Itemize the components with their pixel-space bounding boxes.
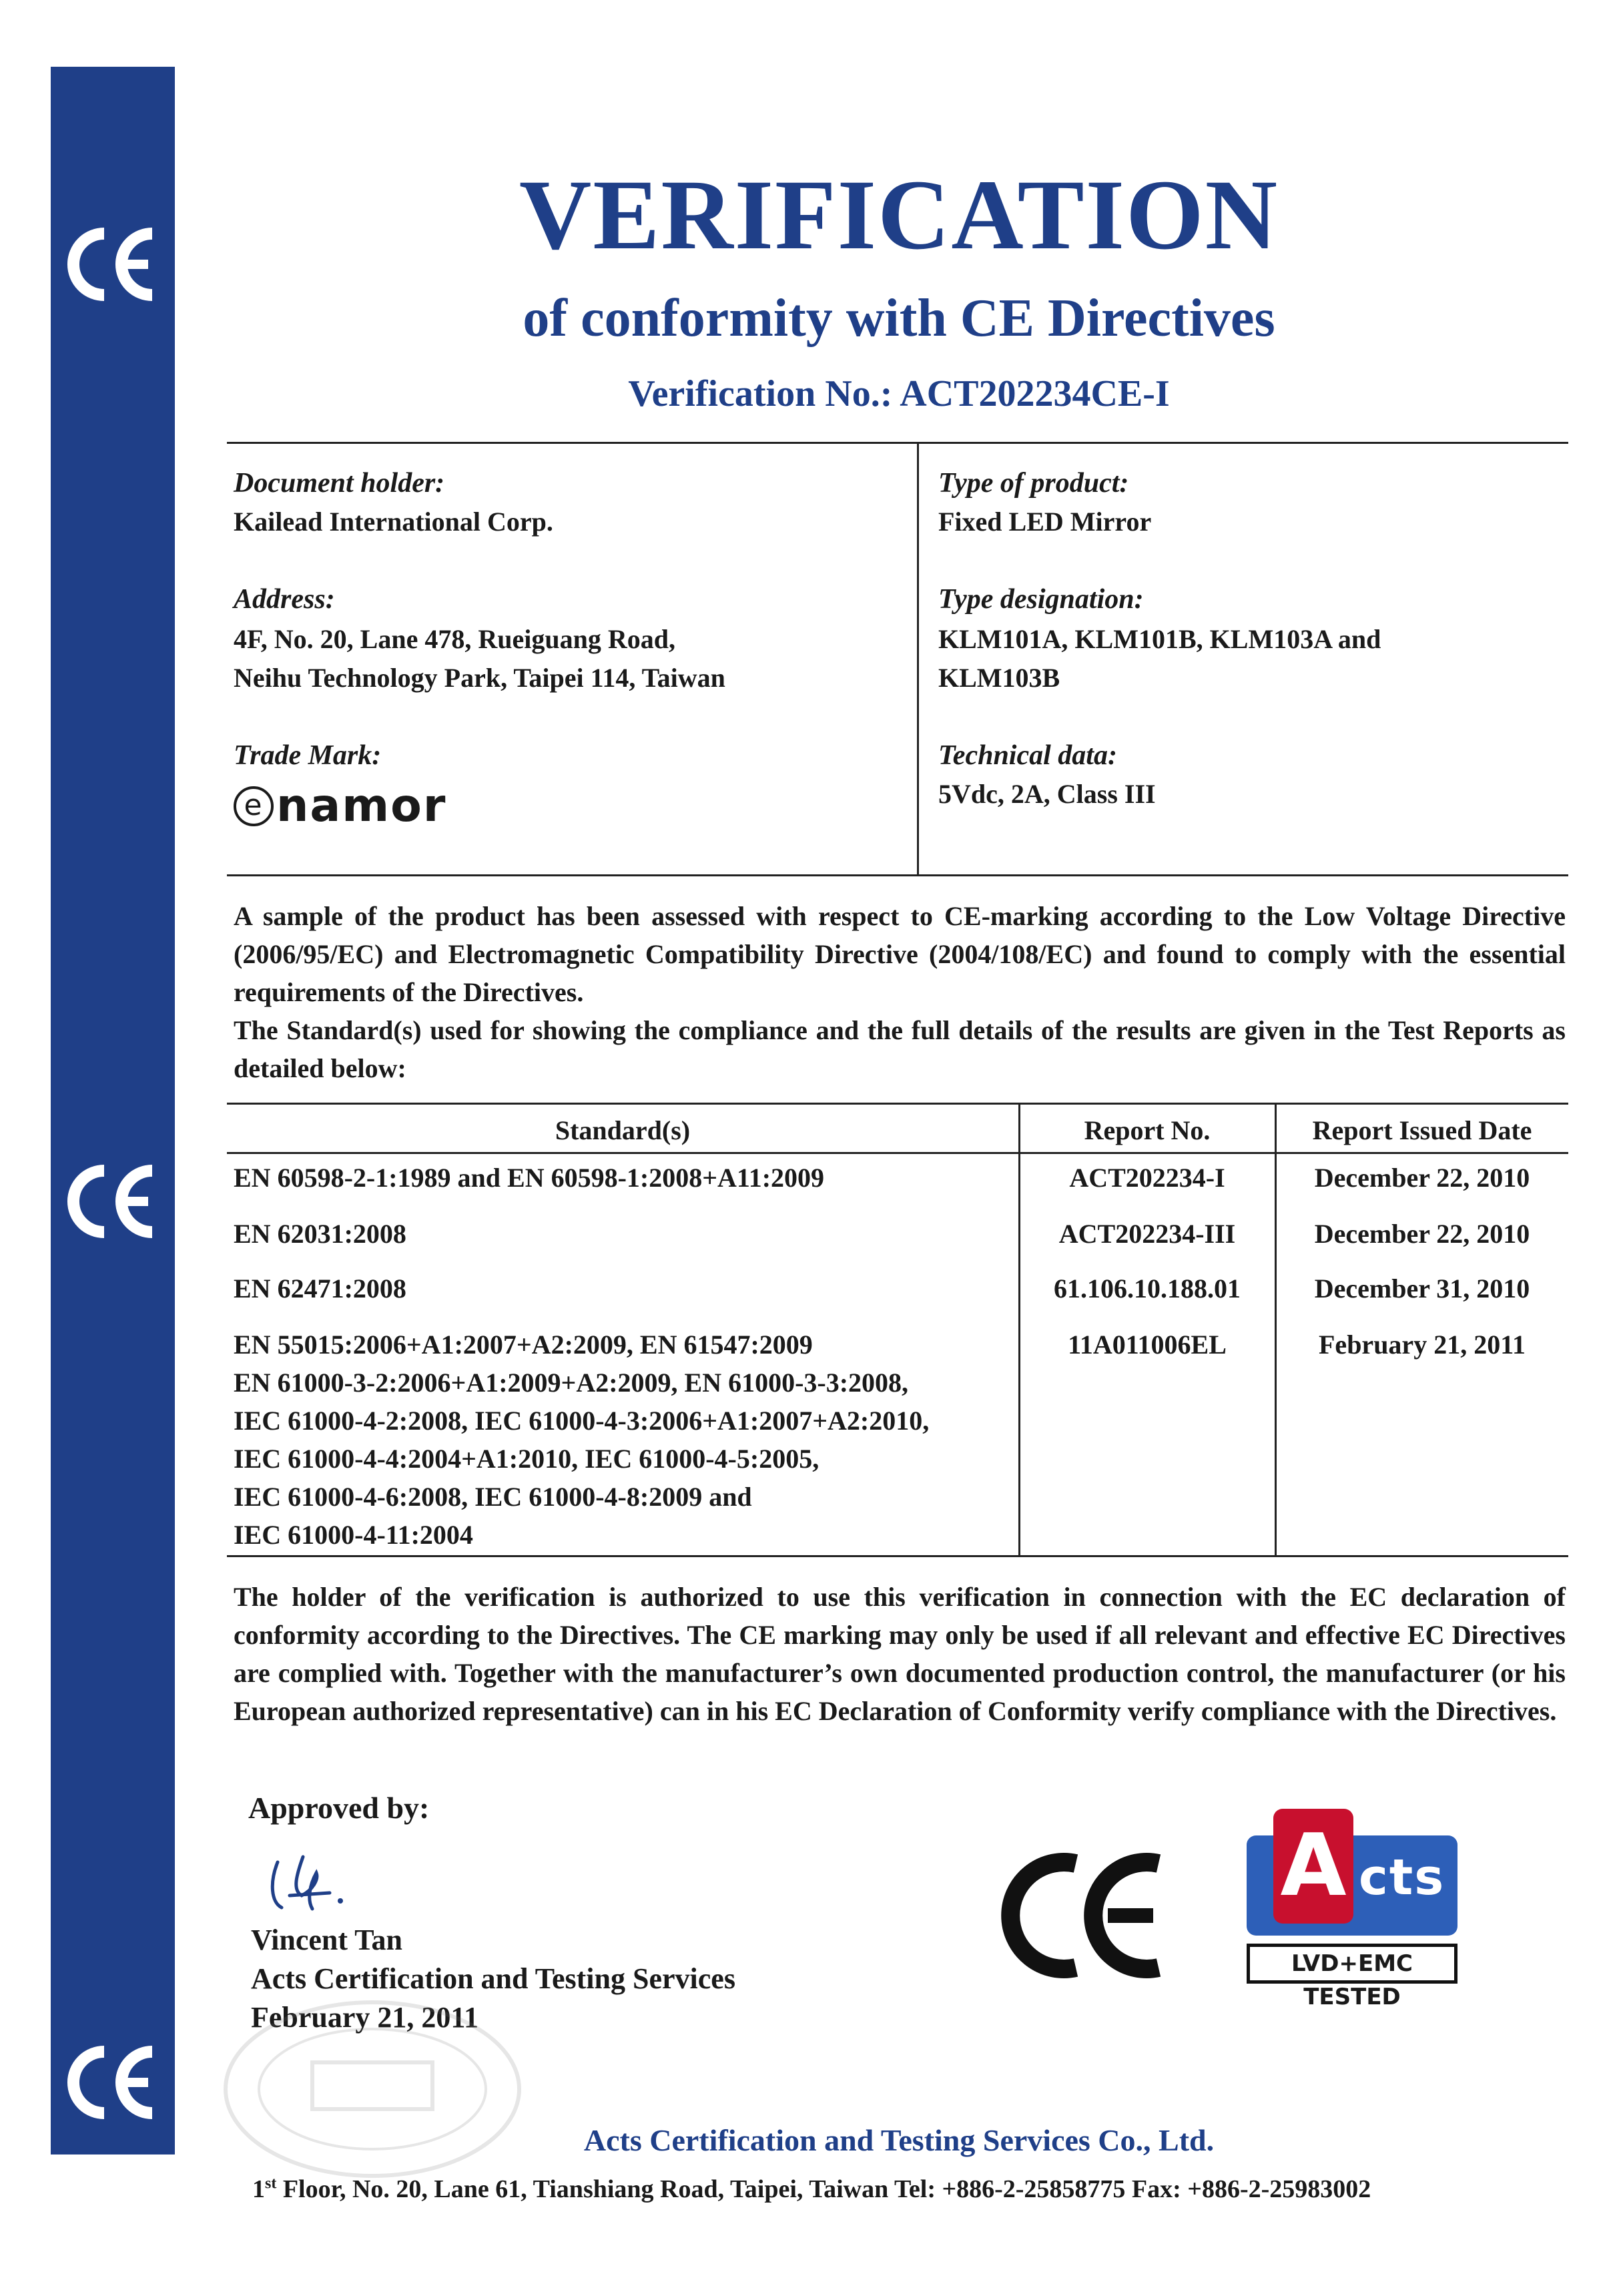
stamp-seal-icon xyxy=(212,1989,586,2189)
product-type: Fixed LED Mirror xyxy=(938,507,1152,537)
signature xyxy=(263,1849,396,1919)
assessment-paragraph: A sample of the product has been assessed with respect to CE-marking according to the Low Voltage Directive (2006/95/EC) and Electromagnetic Compatibility Directive (2004/108/EC) and found to comply with the essential requirements of the Directives. xyxy=(234,901,1566,1007)
address-label: Address: xyxy=(234,584,335,615)
standards-paragraph: The Standard(s) used for showing the compliance and the full details of the results are given in the Test Reports as detailed below: xyxy=(234,1015,1566,1083)
product-type-label: Type of product: xyxy=(938,468,1129,499)
footer-address-text: Floor, No. 20, Lane 61, Tianshiang Road, Taipei, Taiwan Tel: +886-2-25858775 Fax: +886-2-25983002 xyxy=(276,2175,1371,2203)
divider xyxy=(227,442,1568,444)
acts-logo-tagline: LVD+EMC TESTED xyxy=(1247,1944,1457,1984)
approved-by-label: Approved by: xyxy=(248,1791,430,1825)
ce-marking-icon xyxy=(1001,1849,1175,1982)
footer-floor-suffix: st xyxy=(265,2175,277,2193)
table-cell-standard: IEC 61000-4-6:2008, IEC 61000-4-8:2009 and xyxy=(234,1482,752,1512)
acts-logo xyxy=(1247,1802,1457,2010)
type-designation: KLM103B xyxy=(938,663,1060,693)
trade-mark-e: e xyxy=(234,786,274,826)
footer-company: Acts Certification and Testing Services Co., Ltd. xyxy=(583,2123,1215,2157)
signer-date: February 21, 2011 xyxy=(251,2001,478,2034)
table-border xyxy=(227,1555,1568,1557)
divider xyxy=(227,874,1568,876)
table-cell-standard: EN 61000-3-2:2006+A1:2009+A2:2009, EN 61000-3-3:2008, xyxy=(234,1368,909,1398)
table-cell-standard: EN 60598-2-1:1989 and EN 60598-1:2008+A11:2009 xyxy=(234,1163,825,1193)
table-cell-date: December 22, 2010 xyxy=(1314,1219,1530,1249)
divider xyxy=(917,442,919,876)
table-cell-date: December 22, 2010 xyxy=(1314,1163,1530,1193)
side-band xyxy=(51,67,175,2155)
footer-floor: 1 xyxy=(252,2175,265,2203)
table-cell-date: December 31, 2010 xyxy=(1314,1273,1530,1304)
table-header: Report No. xyxy=(1084,1115,1211,1145)
table-cell-standard: IEC 61000-4-4:2004+A1:2010, IEC 61000-4-5:2005, xyxy=(234,1444,820,1474)
table-cell-standard: EN 62031:2008 xyxy=(234,1219,406,1249)
table-border xyxy=(227,1103,1568,1105)
footer-address xyxy=(252,2175,1371,2204)
table-cell-date: February 21, 2011 xyxy=(1319,1330,1526,1360)
ce-mark-icon xyxy=(51,224,175,304)
table-cell-report: 61.106.10.188.01 xyxy=(1054,1273,1241,1304)
authorization-paragraph: The holder of the verification is authorized to use this verification in connection with the EC declaration of conformity according to the Directives. The CE marking may only be used if all relevant and effective EC Directives are complied with. Together with the manufacturer’s own documented production control, the manufacturer (or his European authorized representative) can in his EC Declaration of Conformity verify compliance with the Directives. xyxy=(234,1582,1566,1726)
table-cell-report: 11A011006EL xyxy=(1068,1330,1227,1360)
trade-mark-label: Trade Mark: xyxy=(234,740,382,771)
document-subtitle: of conformity with CE Directives xyxy=(523,289,1275,348)
verification-number: Verification No.: ACT202234CE-I xyxy=(628,373,1170,414)
table-header: Standard(s) xyxy=(555,1115,691,1145)
address-line: 4F, No. 20, Lane 478, Rueiguang Road, xyxy=(234,624,675,654)
table-header: Report Issued Date xyxy=(1312,1115,1532,1145)
table-cell-standard: EN 55015:2006+A1:2007+A2:2009, EN 61547:2009 xyxy=(234,1330,813,1360)
technical-data-label: Technical data: xyxy=(938,740,1117,771)
trade-mark-text: namor xyxy=(276,780,447,832)
table-border xyxy=(227,1152,1568,1154)
trade-mark-logo xyxy=(234,780,446,832)
signer-organization: Acts Certification and Testing Services xyxy=(251,1962,735,1995)
document-title: VERIFICATION xyxy=(519,160,1279,270)
type-designation-label: Type designation: xyxy=(938,584,1144,615)
technical-data: 5Vdc, 2A, Class III xyxy=(938,779,1156,809)
table-cell-report: ACT202234-III xyxy=(1058,1219,1236,1249)
document-holder: Kailead International Corp. xyxy=(234,507,553,537)
table-cell-standard: IEC 61000-4-11:2004 xyxy=(234,1520,473,1550)
ce-mark-icon xyxy=(51,1161,175,1241)
ce-mark-icon xyxy=(51,2042,175,2122)
acts-logo-text: cts xyxy=(1359,1849,1445,1906)
address-line: Neihu Technology Park, Taipei 114, Taiwan xyxy=(234,663,725,693)
acts-logo-letter: A xyxy=(1273,1809,1353,1924)
table-cell-standard: EN 62471:2008 xyxy=(234,1273,406,1304)
type-designation: KLM101A, KLM101B, KLM103A and xyxy=(938,624,1381,654)
table-cell-report: ACT202234-I xyxy=(1069,1163,1225,1193)
table-cell-standard: IEC 61000-4-2:2008, IEC 61000-4-3:2006+A1:2007+A2:2010, xyxy=(234,1406,930,1436)
document-holder-label: Document holder: xyxy=(234,468,445,499)
signer-name: Vincent Tan xyxy=(251,1924,403,1956)
